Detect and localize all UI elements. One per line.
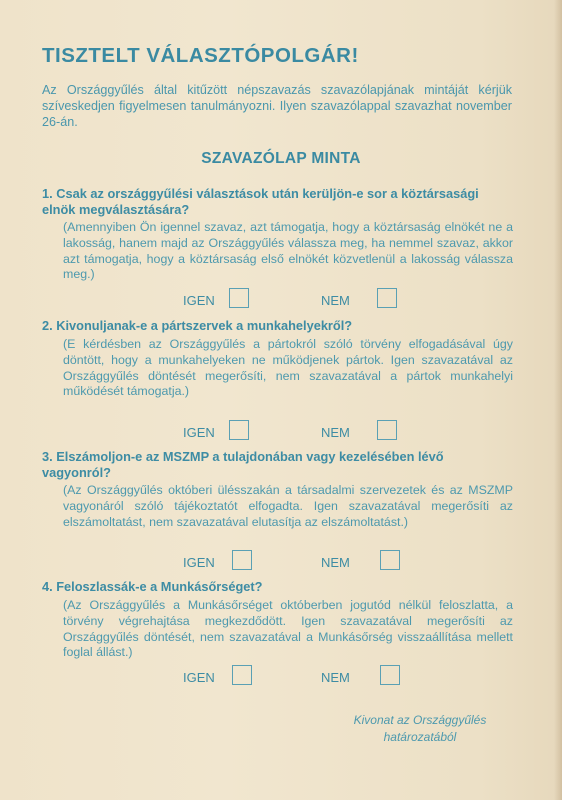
question-1-yes-label: IGEN — [183, 293, 215, 308]
question-2-yes-label: IGEN — [183, 425, 215, 440]
question-3-no-label: NEM — [321, 555, 350, 570]
page-title: TISZTELT VÁLASZTÓPOLGÁR! — [42, 44, 359, 67]
question-4-no-checkbox[interactable] — [380, 665, 400, 685]
footer-source-line-1: Kivonat az Országgyűlés — [353, 713, 487, 727]
paper-edge-shadow — [554, 0, 562, 800]
question-3-heading: 3. Elszámoljon-e az MSZMP a tulajdonában vagy kezelésében lévő vagyonról? — [42, 449, 444, 480]
ballot-sample-heading: SZAVAZÓLAP MINTA — [201, 150, 361, 167]
question-1-yes-checkbox[interactable] — [229, 288, 249, 308]
question-1-no-label: NEM — [321, 293, 350, 308]
question-1-explanation: (Amennyiben Ön igennel szavaz, azt támogatja, hogy a köztársaság elnökét ne a lakosság, hanem majd az Országgyűlés válassza meg, ha nemmel szavaz, akkor azt támogatja, hogy a köztársaság első elnökét közvetlenül a lakosság válassza meg.) — [63, 220, 513, 282]
question-2-heading: 2. Kivonuljanak-e a pártszervek a munkahelyekről? — [42, 318, 353, 333]
question-2-no-checkbox[interactable] — [377, 420, 397, 440]
question-1-no-checkbox[interactable] — [377, 288, 397, 308]
question-1-heading: 1. Csak az országgyűlési választások után kerüljön-e sor a köztársasági elnök megválasztására? — [42, 186, 479, 217]
question-4-yes-label: IGEN — [183, 670, 215, 685]
question-3-no-checkbox[interactable] — [380, 550, 400, 570]
question-4-heading: 4. Feloszlassák-e a Munkásőrséget? — [42, 579, 263, 594]
question-3-yes-checkbox[interactable] — [232, 550, 252, 570]
question-2-no-label: NEM — [321, 425, 350, 440]
question-2-explanation: (E kérdésben az Országgyűlés a pártokról szóló törvény elfogadásával úgy döntött, hogy a munkahelyeken ne működjenek pártok. Igen szavazatával az Országgyűlés döntését megerősíti, nem szavazatával a pártok munkahelyi működését támogatja.) — [63, 337, 513, 399]
footer-source-line-2: határozatából — [383, 730, 457, 744]
question-3-yes-label: IGEN — [183, 555, 215, 570]
question-2-yes-checkbox[interactable] — [229, 420, 249, 440]
question-4-no-label: NEM — [321, 670, 350, 685]
intro-paragraph: Az Országgyűlés által kitűzött népszavazás szavazólapjának mintáját kérjük szíveskedjen figyelmesen tanulmányozni. Ilyen szavazólappal szavazhat november 26-án. — [42, 83, 512, 129]
question-3-explanation: (Az Országgyűlés októberi ülésszakán a társadalmi szervezetek és az MSZMP vagyonáról szóló tájékoztatót elfogadta. Igen szavazatával megerősíti az elszámoltatást, nem szavazatával elutasítja az elszámoltatást.) — [63, 483, 513, 529]
question-4-yes-checkbox[interactable] — [232, 665, 252, 685]
question-4-explanation: (Az Országgyűlés a Munkásőrséget októberben jogutód nélkül feloszlatta, a törvény végrehajtása megkezdődött. Igen szavazatával megerősíti az Országgyűlés döntését, nem szavazatával a Munkásőrség visszaállítása mellett foglal állást.) — [63, 598, 513, 660]
